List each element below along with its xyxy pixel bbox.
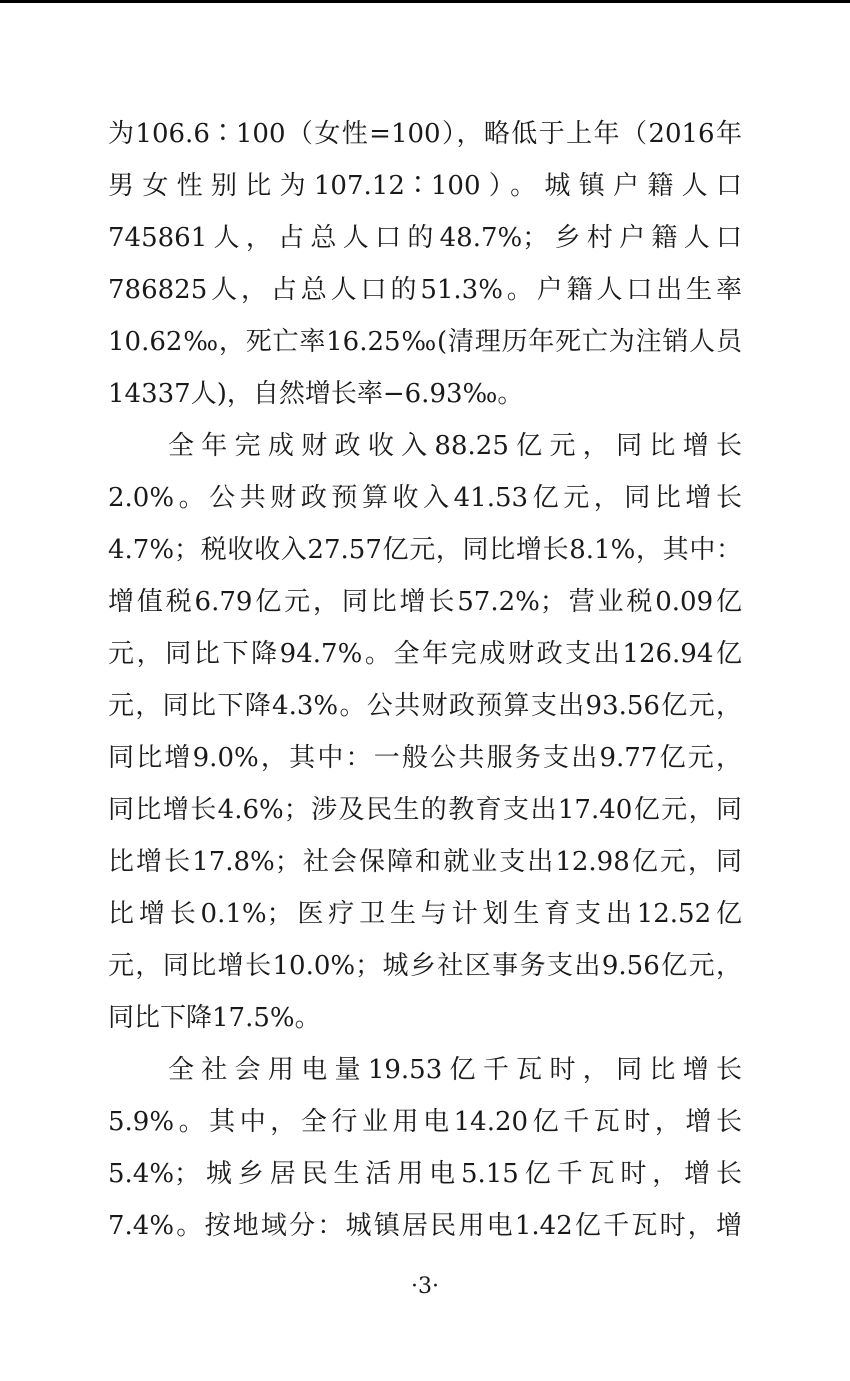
- paragraph-line: 786825人，占总人口的51.3%。户籍人口出生率: [108, 275, 742, 305]
- paragraph-line: 同比增9.0%，其中：一般公共服务支出9.77亿元，: [108, 743, 742, 773]
- paragraph-line: 2.0%。公共财政预算收入41.53亿元，同比增长: [108, 483, 742, 513]
- paragraph-line: 为106.6∶100（女性=100），略低于上年（2016年: [108, 119, 742, 149]
- paragraph-line: 元，同比增长10.0%；城乡社区事务支出9.56亿元，: [108, 951, 742, 981]
- document-body: [108, 108, 742, 1252]
- page-number: ·3·: [411, 1274, 439, 1299]
- top-border-rule: [0, 0, 850, 3]
- paragraph-line: 元，同比下降4.3%。公共财政预算支出93.56亿元，: [108, 691, 742, 721]
- paragraph-line: 全年完成财政收入88.25亿元，同比增长: [168, 431, 742, 461]
- paragraph-line: 745861人，占总人口的48.7%；乡村户籍人口: [108, 223, 742, 253]
- paragraph-line: 比增长17.8%；社会保障和就业支出12.98亿元，同: [108, 847, 742, 877]
- paragraph-line: 7.4%。按地域分：城镇居民用电1.42亿千瓦时，增: [108, 1211, 742, 1241]
- paragraph-line: 14337人)，自然增长率−6.93‰。: [108, 379, 524, 409]
- paragraph-line: 男女性别比为107.12∶100）。城镇户籍人口: [108, 171, 742, 201]
- paragraph-line: 增值税6.79亿元，同比增长57.2%；营业税0.09亿: [108, 587, 742, 617]
- paragraph-line: 5.4%；城乡居民生活用电5.15亿千瓦时，增长: [108, 1159, 742, 1189]
- paragraph-line: 元，同比下降94.7%。全年完成财政支出126.94亿: [108, 639, 742, 669]
- paragraph-line: 全社会用电量19.53亿千瓦时，同比增长: [168, 1055, 742, 1085]
- paragraph-line: 比增长0.1%；医疗卫生与计划生育支出12.52亿: [108, 899, 742, 929]
- paragraph-line: 4.7%；税收收入27.57亿元，同比增长8.1%，其中：: [108, 535, 742, 565]
- paragraph-line: 同比增长4.6%；涉及民生的教育支出17.40亿元，同: [108, 795, 742, 825]
- paragraph-line: 5.9%。其中，全行业用电14.20亿千瓦时，增长: [108, 1107, 742, 1137]
- paragraph-line: 10.62‰，死亡率16.25‰(清理历年死亡为注销人员: [108, 327, 742, 357]
- paragraph-line: 同比下降17.5%。: [108, 1003, 321, 1033]
